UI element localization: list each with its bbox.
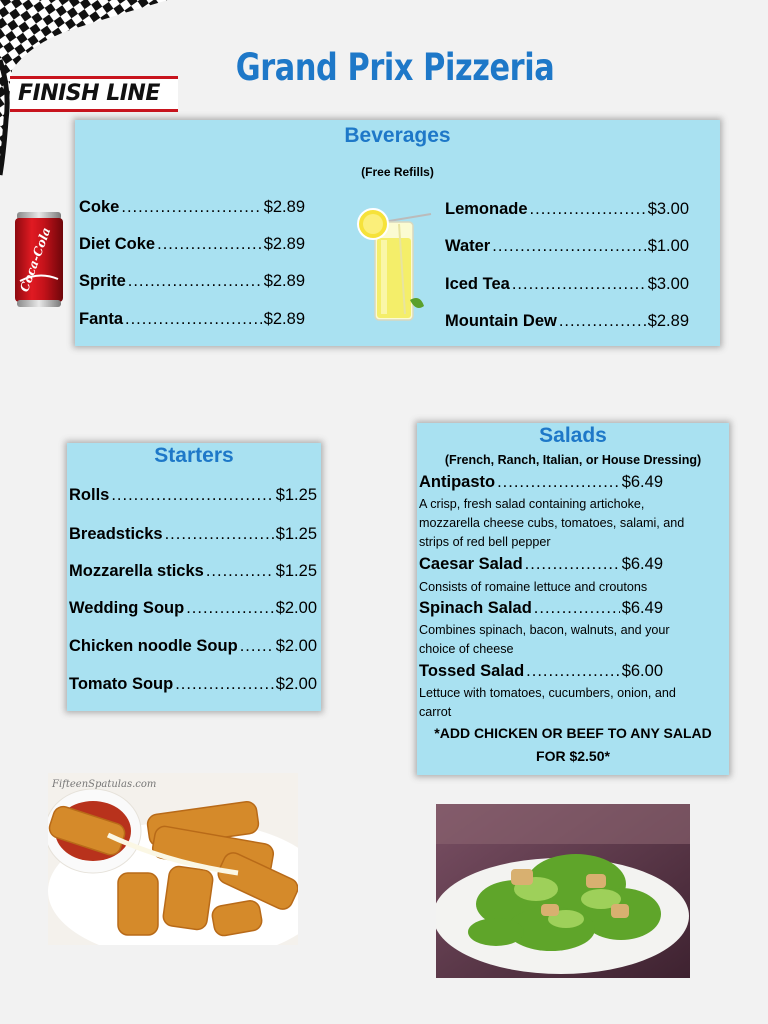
item-price: $3.00 (647, 200, 689, 218)
menu-item (69, 675, 317, 694)
item-price: $6.49 (621, 555, 663, 573)
menu-item (419, 599, 663, 618)
item-name: Antipasto (419, 473, 496, 491)
item-price: $1.25 (275, 525, 317, 543)
menu-item (69, 562, 317, 581)
item-name: Spinach Salad (419, 599, 532, 617)
item-price: $2.89 (263, 310, 305, 328)
photo-watermark: FifteenSpatulas.com (52, 779, 157, 790)
item-name: Wedding Soup (69, 599, 185, 617)
item-name: Sprite (79, 272, 126, 290)
page-title: Grand Prix Pizzeria (235, 46, 555, 89)
item-name: Mozzarella sticks (69, 562, 204, 580)
menu-item (419, 662, 663, 681)
item-name: Tossed Salad (419, 662, 525, 680)
item-name: Fanta (79, 310, 124, 328)
menu-item (445, 237, 689, 256)
beverages-title: Beverages (344, 124, 451, 147)
mozzarella-sticks-photo (48, 773, 298, 945)
coke-can-text: Coca-Cola (17, 225, 54, 294)
item-price: $2.89 (263, 272, 305, 290)
menu-item (69, 637, 317, 656)
salads-panel (417, 423, 729, 775)
menu-item (79, 235, 305, 254)
menu-item (69, 486, 317, 505)
item-price: $1.25 (275, 562, 317, 580)
salads-title: Salads (539, 424, 607, 447)
beverages-subtitle: (Free Refills) (361, 165, 434, 179)
item-description: Consists of romaine lettuce and croutons (419, 580, 648, 594)
menu-item (445, 312, 689, 331)
item-name: Breadsticks (69, 525, 163, 543)
item-price: $2.89 (647, 312, 689, 330)
lemonade-glass-image (355, 204, 435, 324)
item-name: Iced Tea (445, 275, 510, 293)
caesar-salad-photo (436, 804, 690, 978)
menu-item (79, 310, 305, 329)
item-name: Diet Coke (79, 235, 156, 253)
item-name: Water (445, 237, 491, 255)
item-price: $2.00 (275, 675, 317, 693)
item-description: Lettuce with tomatoes, cucumbers, onion, and carrot (419, 686, 676, 719)
starters-title: Starters (154, 444, 234, 467)
item-price: $3.00 (647, 275, 689, 293)
starters-panel (67, 443, 321, 711)
finish-line-logo (10, 76, 178, 112)
item-price: $2.00 (275, 599, 317, 617)
item-price: $2.89 (263, 235, 305, 253)
item-name: Caesar Salad (419, 555, 523, 573)
coke-can-image (14, 211, 64, 308)
menu-item (79, 272, 305, 291)
item-price: $2.00 (275, 637, 317, 655)
item-name: Mountain Dew (445, 312, 557, 330)
menu-item (69, 599, 317, 618)
menu-item (79, 198, 305, 217)
item-description: Combines spinach, bacon, walnuts, and your choice of cheese (419, 623, 670, 656)
salads-subtitle: (French, Ranch, Italian, or House Dressing) (444, 453, 702, 467)
logo-text: FINISH LINE (18, 81, 160, 106)
item-name: Tomato Soup (69, 675, 174, 693)
item-price: $1.25 (275, 486, 317, 504)
item-price: $6.49 (621, 473, 663, 491)
item-price: $1.00 (647, 237, 689, 255)
menu-item (445, 275, 689, 294)
beverages-panel (75, 120, 720, 346)
item-price: $6.49 (621, 599, 663, 617)
menu-item (419, 473, 663, 492)
item-name: Coke (79, 198, 120, 216)
menu-item (445, 200, 689, 219)
item-name: Rolls (69, 486, 110, 504)
item-description: A crisp, fresh salad containing artichoke, mozzarella cheese cubs, tomatoes, salami, and strips of red bell pepper (419, 497, 685, 549)
menu-item (419, 555, 663, 574)
item-name: Chicken noodle Soup (69, 637, 238, 655)
item-price: $6.00 (621, 662, 663, 680)
item-name: Lemonade (445, 200, 528, 218)
salad-addon-note: *ADD CHICKEN OR BEEF TO ANY SALAD FOR $2.50* (434, 725, 712, 764)
item-price: $2.89 (263, 198, 305, 216)
menu-item (69, 525, 317, 544)
